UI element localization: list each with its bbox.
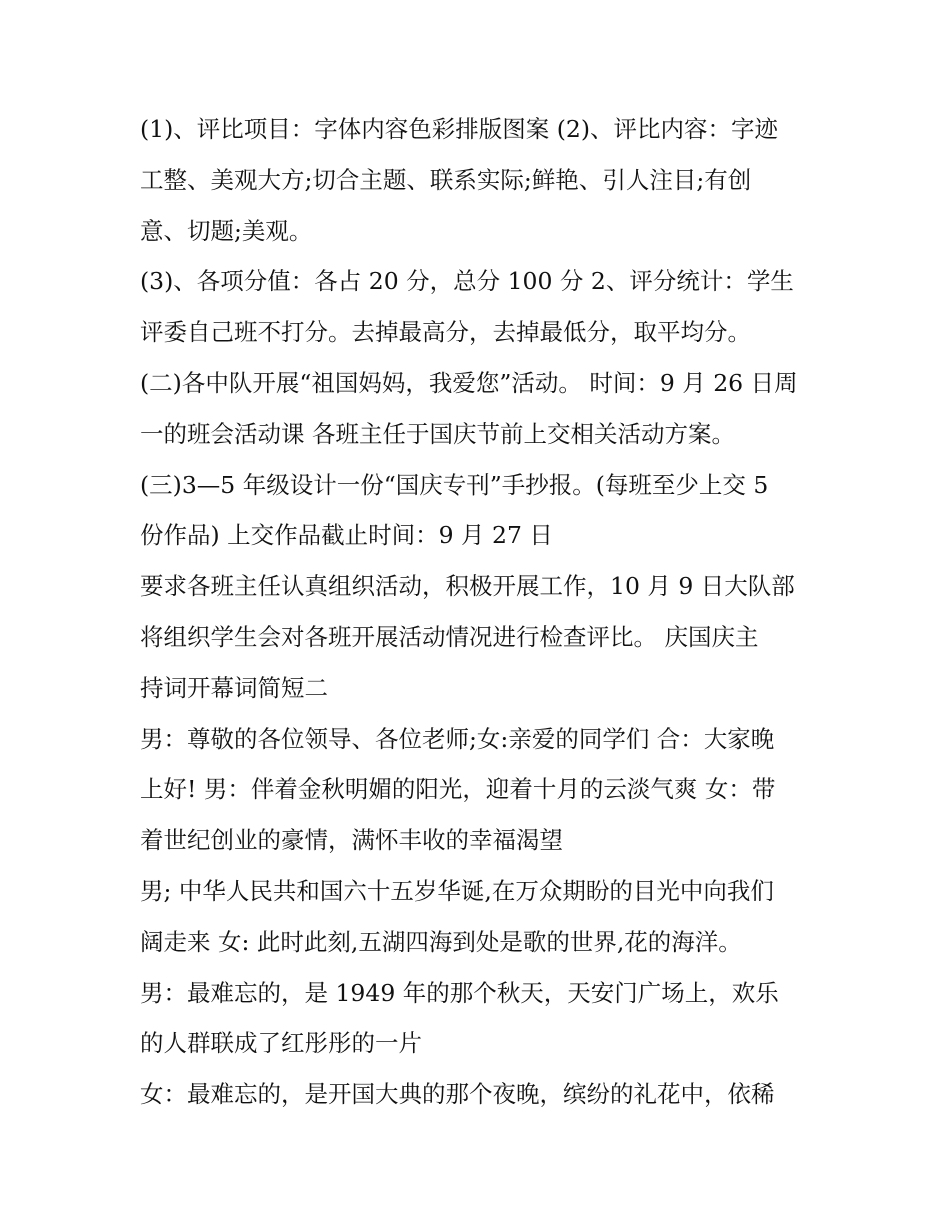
text-line: (3)、各项分值：各占 20 分，总分 100 分 2、评分统计：学生 <box>140 267 794 296</box>
text-line: 上好! 男：伴着金秋明媚的阳光，迎着十月的云淡气爽 女：带 <box>140 775 776 804</box>
text-line: 工整、美观大方;切合主题、联系实际;鲜艳、引人注目;有创 <box>140 165 752 194</box>
text-line: 男; 中华人民共和国六十五岁华诞,在万众期盼的目光中向我们 <box>140 876 774 905</box>
text-line: 女：最难忘的，是开国大典的那个夜晚，缤纷的礼花中，依稀 <box>140 1080 775 1109</box>
text-line: (1)、评比项目：字体内容色彩排版图案 (2)、评比内容：字迹 <box>140 115 779 143</box>
text-line: 的人群联成了红彤彤的一片 <box>140 1029 422 1058</box>
text-line: 评委自己班不打分。去掉最高分，去掉最低分，取平均分。 <box>140 318 751 347</box>
text-line: (三)3—5 年级设计一份“国庆专刊”手抄报。(每班至少上交 5 <box>140 470 769 499</box>
text-line: 将组织学生会对各班开展活动情况进行检查评比。 庆国庆主 <box>140 622 759 651</box>
text-line: 要求各班主任认真组织活动，积极开展工作，10 月 9 日大队部 <box>140 572 795 601</box>
text-line: 男：尊敬的各位领导、各位老师;女:亲爱的同学们 合：大家晚 <box>140 724 775 753</box>
text-line: 一的班会活动课 各班主任于国庆节前上交相关活动方案。 <box>140 419 735 448</box>
text-line: 男：最难忘的，是 1949 年的那个秋天，天安门广场上，欢乐 <box>140 978 779 1007</box>
text-line: (二)各中队开展“祖国妈妈，我爱您”活动。 时间：9 月 26 日周 <box>140 368 798 397</box>
document-page <box>140 110 820 1126</box>
text-line: 份作品) 上交作品截止时间：9 月 27 日 <box>140 521 553 550</box>
text-line: 持词开幕词简短二 <box>140 673 328 702</box>
text-line: 意、切题;美观。 <box>140 216 313 245</box>
text-line: 着世纪创业的豪情，满怀丰收的幸福渴望 <box>140 826 563 855</box>
text-line: 阔走来 女: 此时此刻,五湖四海到处是歌的世界,花的海洋。 <box>140 927 742 956</box>
